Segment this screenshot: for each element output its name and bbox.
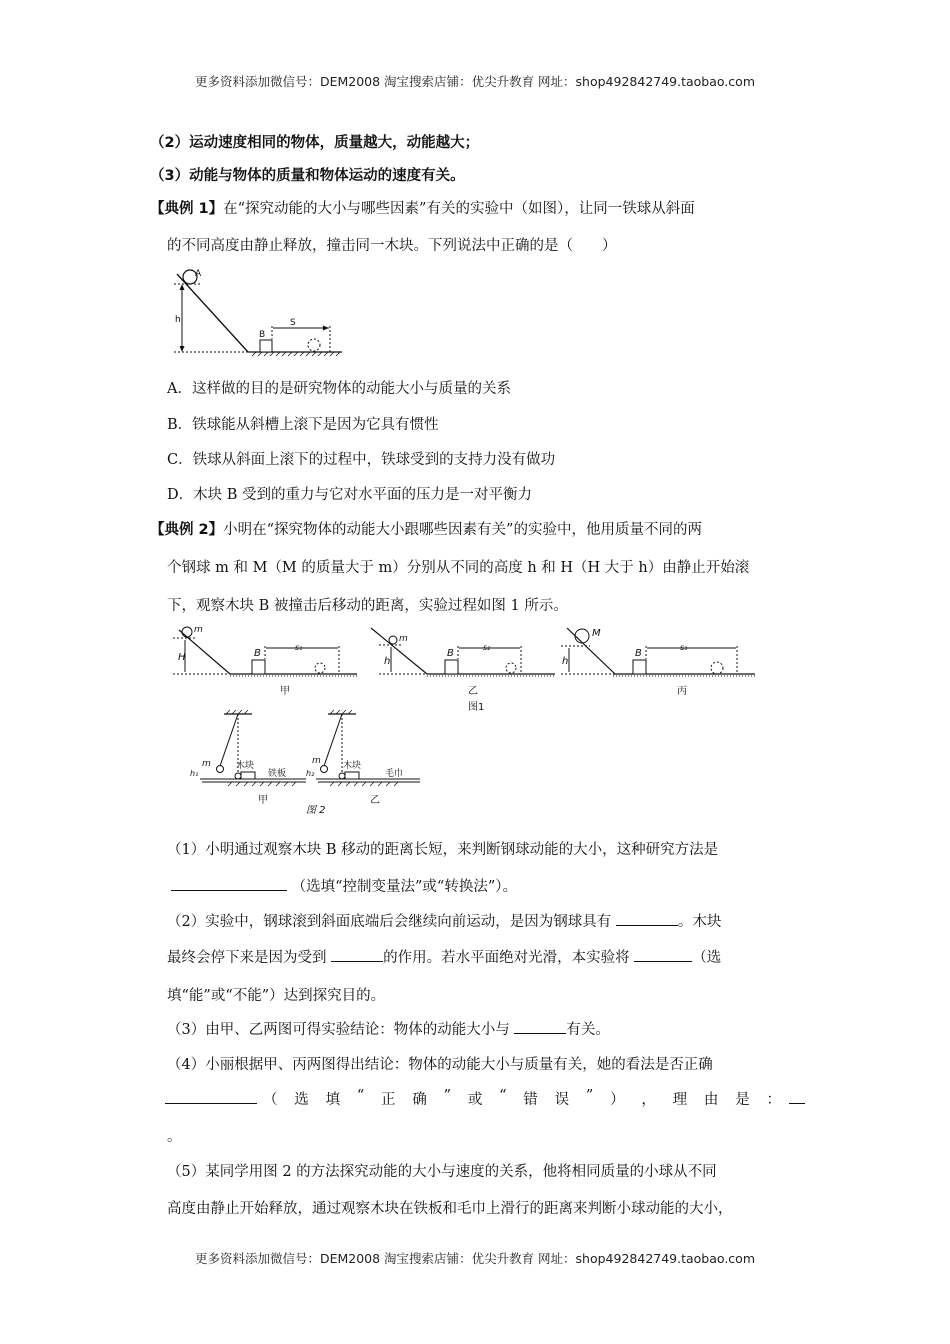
q1-line2 [171,875,517,896]
q2-line1-end: 。木块 [677,914,722,930]
q4-blank-2[interactable] [789,1089,805,1104]
q3-line [167,1018,610,1039]
label-h: h [175,315,181,325]
q2-line2-part1: 最终会停下来是因为受到 [167,950,327,966]
example1-option-b: B．铁球能从斜槽上滚下是因为它具有惯性 [167,417,439,433]
q2-line1-text: （2）实验中，钢球滚到斜面底端后会继续向前运动，是因为钢球具有 [167,914,612,930]
fig1-yi-dist-label: s₂ [483,643,491,652]
q4-char: “ [499,1088,507,1104]
q4-char: 确 [412,1092,427,1108]
q4-char: ， [641,1092,656,1108]
example1-stem1: 在“探究动能的大小与哪些因素”有关的实验中（如图），让同一铁球从斜面 [223,201,695,217]
example1-option-d: D．木块 B 受到的重力与它对水平面的压力是一对平衡力 [167,487,532,503]
fig1-yi-block-label: B [447,648,454,659]
q4-char: 理 [672,1092,688,1108]
q4-char: ” [443,1088,452,1104]
q4-line3: 。 [167,1129,182,1145]
q2-blank-1[interactable] [616,911,678,926]
fig1-panel-yi [371,628,555,713]
q4-line1: （4）小丽根据甲、丙两图得出结论：物体的动能大小与质量有关，她的看法是否正确 [167,1057,713,1073]
fig1-jia-caption: 甲 [280,686,290,697]
q2-line2-part3: （选 [692,950,722,966]
fig1-bing-caption: 丙 [677,686,687,697]
fig2-panel-jia [190,710,306,806]
q5-line2: 高度由静止开始释放，通过观察木块在铁板和毛巾上滑行的距离来判断小球动能的大小， [167,1201,733,1217]
example1-stem-line2: 的不同高度由静止释放，撞击同一木块。下列说法中正确的是（ ） [167,238,617,254]
fig2-jia-height-label: h₁ [190,769,199,778]
example2-stem-line1 [150,518,702,539]
q4-spread-text [263,1088,781,1109]
fig2-yi-surface-label: 毛巾 [385,769,404,779]
example2-tag: 【典例 2】 [150,522,224,538]
fig1-yi-caption: 乙 [468,686,478,697]
q3-part1: （3）由甲、乙两图可得实验结论：物体的动能大小与 [167,1022,510,1038]
q2-line3: 填“能”或“不能”）达到探究目的。 [167,988,386,1004]
example1-stem-line1 [150,197,695,218]
example2-stem-line3: 下，观察木块 B 被撞击后移动的距离，实验过程如图 1 所示。 [167,598,568,614]
fig1-bing-height-label: h [562,656,569,667]
q5-line1: （5）某同学用图 2 的方法探究动能的大小与速度的关系，他将相同质量的小球从不同 [167,1164,717,1180]
fig1-bing-block-label: B [635,648,642,659]
label-s: S [290,318,296,328]
fig1-yi-height-label: h [384,656,391,667]
q4-char: 正 [381,1092,396,1108]
conclusion-3: （3）动能与物体的质量和物体运动的速度有关。 [150,168,465,184]
page-footer: 更多资料添加微信号：DEM2008 淘宝搜索店铺：优尖升教育 网址：shop492842749.taobao.com [194,1251,756,1266]
q4-blank-1[interactable] [165,1089,257,1104]
q4-char: 错 [523,1092,538,1108]
q1-line2-text: （选填“控制变量法”或“转换法”）。 [291,879,518,895]
q4-line2 [165,1088,805,1109]
fig1-panel-bing [561,628,755,697]
fig1-jia-dist-label: s₁ [295,643,303,652]
figure-1 [165,624,765,716]
q4-char: 选 [294,1092,309,1108]
fig2-jia-block-label: 木块 [236,761,255,771]
fig2-yi-block-label: 木块 [343,761,362,771]
q4-char: ： [766,1092,781,1108]
example1-option-c: C．铁球从斜面上滚下的过程中，铁球受到的支持力没有做功 [167,452,556,468]
block-b [260,340,272,352]
fig2-yi-ball-label: m [312,756,321,766]
q3-part2: 有关。 [566,1022,610,1038]
fig2-jia-surface-label: 铁板 [268,769,287,779]
q4-char: 由 [703,1092,719,1108]
q2-line2-part2: 的作用。若水平面绝对光滑，本实验将 [383,950,630,966]
q2-blank-2[interactable] [331,947,383,962]
q1-answer-blank[interactable] [171,876,287,891]
fig1-yi-ball-label: m [399,634,408,644]
q4-char: （ [263,1092,278,1108]
example1-figure [160,264,350,364]
label-b: B [259,330,266,340]
label-a: A [195,269,202,279]
q2-line1 [167,910,721,931]
q4-char: “ [356,1088,365,1104]
fig2-jia-caption: 甲 [258,795,268,806]
example1-option-a: A．这样做的目的是研究物体的动能大小与质量的关系 [167,381,511,397]
q2-line2 [167,946,721,967]
fig1-bing-dist-label: s₃ [680,643,688,652]
conclusion-2: （2）运动速度相同的物体，质量越大，动能越大； [150,135,480,151]
fig2-yi-height-label: h₂ [306,769,315,778]
q4-char: ） [610,1092,625,1108]
fig1-title: 图1 [468,702,485,713]
example2-stem1: 小明在“探究物体的动能大小跟哪些因素有关”的实验中，他用质量不同的两 [223,522,702,538]
q4-char: 或 [467,1092,483,1108]
q4-char: 填 [325,1092,341,1108]
example2-stem-line2: 个钢球 m 和 M（M 的质量大于 m）分别从不同的高度 h 和 H（H 大于 h）由静止开始滚 [167,560,750,576]
fig2-panel-yi [306,710,420,806]
q1-line1: （1）小明通过观察木块 B 移动的距离长短，来判断钢球动能的大小，这种研究方法是 [167,842,719,858]
q3-blank[interactable] [514,1019,566,1034]
q2-blank-3[interactable] [634,947,692,962]
q4-char: 是 [735,1092,750,1108]
fig1-jia-ball-label: m [194,625,203,635]
figure-2 [188,708,428,818]
example1-tag: 【典例 1】 [150,201,224,217]
fig2-yi-caption: 乙 [370,795,380,806]
fig1-bing-ball-label: M [592,628,601,639]
fig1-jia-block-label: B [254,648,261,659]
fig2-title: 图 2 [306,805,326,816]
fig1-panel-jia [173,625,357,697]
q4-char: 误 [554,1092,570,1108]
fig1-jia-height-label: H [178,652,186,663]
fig2-jia-ball-label: m [202,759,211,769]
page-header: 更多资料添加微信号：DEM2008 淘宝搜索店铺：优尖升教育 网址：shop492842749.taobao.com [194,74,756,89]
q4-char: ” [585,1088,594,1104]
